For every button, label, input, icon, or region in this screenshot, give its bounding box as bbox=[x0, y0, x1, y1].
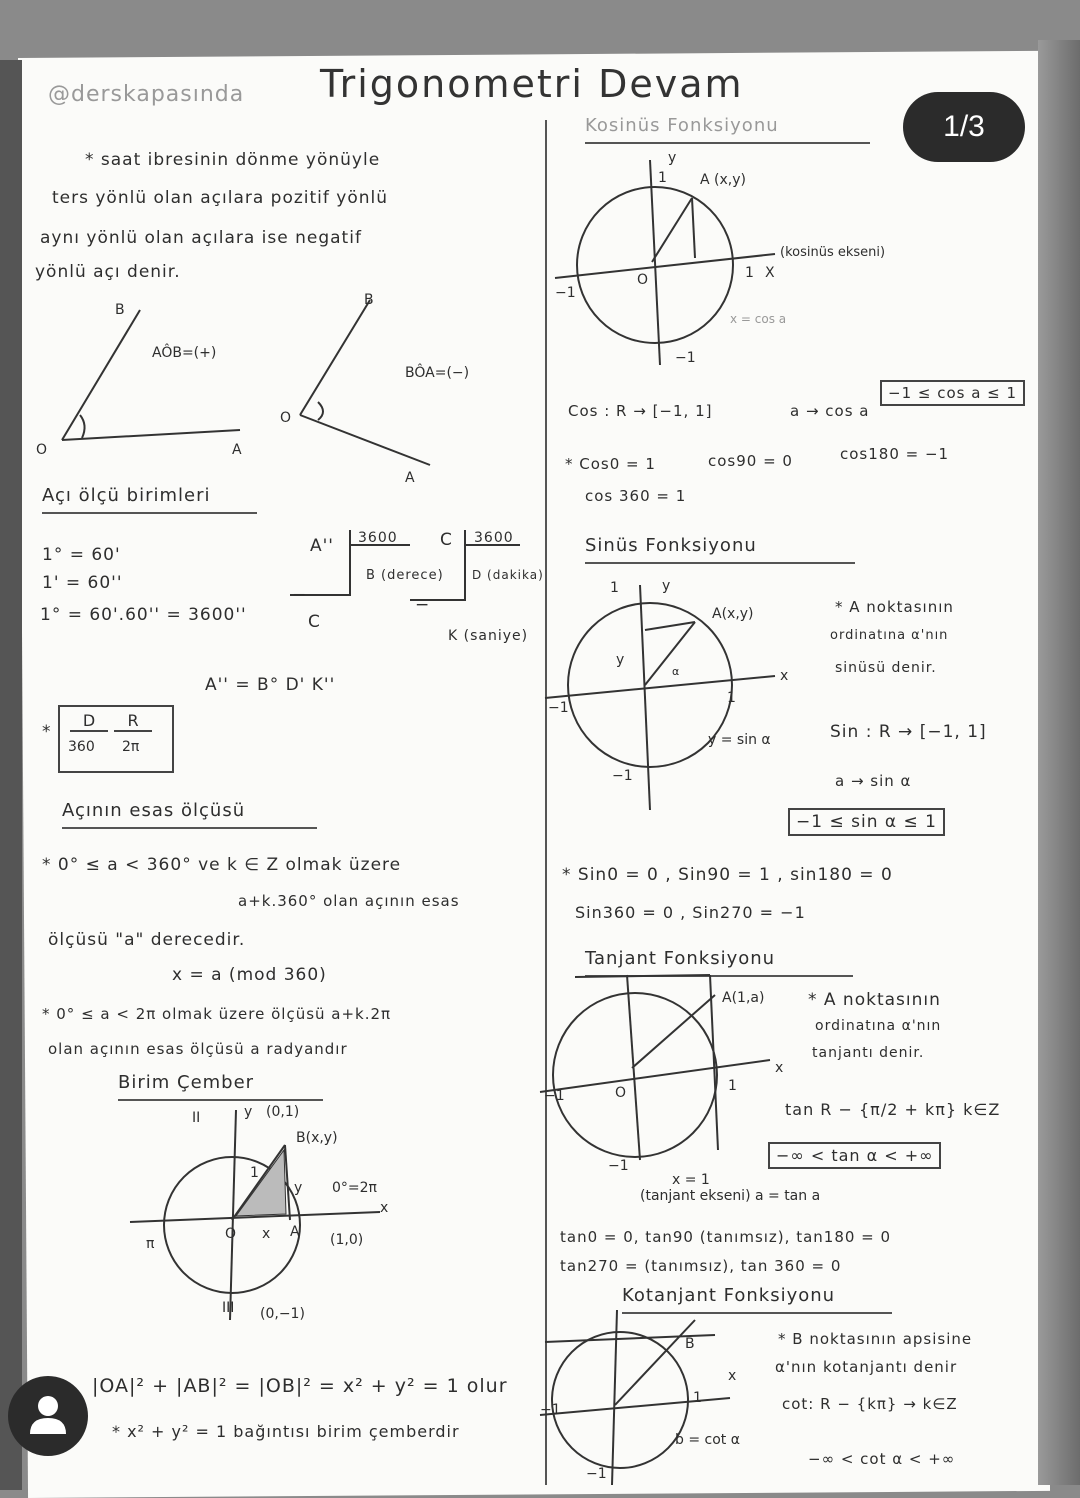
point-b-label: B bbox=[364, 292, 374, 308]
cotangent-domain: cot: R − {kπ} → k∈Z bbox=[782, 1395, 958, 1413]
page-title: Trigonometri Devam bbox=[320, 62, 744, 106]
sine-equation: y = sin α bbox=[708, 732, 771, 748]
point-o-label: O bbox=[36, 442, 48, 458]
tick-label: −1 bbox=[544, 1088, 565, 1104]
division-divisor: 3600 bbox=[474, 530, 514, 546]
division-quotient: D (dakika) bbox=[472, 568, 544, 582]
tangent-axis-note: (tanjant ekseni) a = tan a bbox=[640, 1188, 821, 1204]
division-result: A'' = B° D' K'' bbox=[205, 675, 336, 695]
tangent-domain: tan R − {π/2 + kπ} k∈Z bbox=[785, 1100, 1001, 1119]
watermark: @derskapasında bbox=[48, 82, 245, 107]
section-heading-unit-circle: Birim Çember bbox=[118, 1072, 323, 1101]
section-heading-cotangent: Kotanjant Fonksiyonu bbox=[622, 1285, 892, 1314]
division-minus: − bbox=[292, 585, 308, 605]
formula-denominator: 360 bbox=[68, 739, 95, 755]
point-label: (1,0) bbox=[330, 1232, 364, 1248]
point-o-label: O bbox=[280, 410, 292, 426]
radius-label: 1 bbox=[250, 1165, 259, 1181]
intro-line: aynı yönlü olan açılara ise negatif bbox=[40, 228, 362, 248]
axis-label: x bbox=[775, 1060, 784, 1076]
division-dividend: A'' bbox=[310, 536, 334, 556]
section-heading-tangent: Tanjant Fonksiyonu bbox=[585, 948, 853, 977]
point-label: (0,1) bbox=[266, 1104, 300, 1120]
tick-label: 1 bbox=[610, 580, 619, 596]
sine-note: sinüsü denir. bbox=[835, 660, 937, 676]
pythagoras-equation: |OA|² + |AB|² = |OB|² = x² + y² = 1 olur bbox=[92, 1375, 508, 1397]
section-heading-units: Açı ölçü birimleri bbox=[42, 485, 257, 514]
text-line: x = a (mod 360) bbox=[172, 965, 327, 985]
tick-label: 1 bbox=[693, 1390, 702, 1406]
intro-line: ters yönlü olan açılara pozitif yönlü bbox=[52, 188, 389, 208]
sine-note: ordinatına α'nın bbox=[830, 628, 949, 643]
point-label: (0,−1) bbox=[260, 1306, 305, 1322]
point-label: B(x,y) bbox=[296, 1130, 338, 1146]
cosine-value: cos180 = −1 bbox=[840, 445, 950, 463]
text-line: a+k.360° olan açının esas bbox=[238, 892, 460, 910]
origin-label: O bbox=[637, 272, 649, 288]
sine-values: Sin360 = 0 , Sin270 = −1 bbox=[575, 903, 806, 922]
division-quotient: B (derece) bbox=[366, 568, 444, 583]
intro-line: * saat ibresinin dönme yönüyle bbox=[85, 150, 381, 170]
cosine-equation: x = cos a bbox=[730, 312, 787, 326]
sine-values: * Sin0 = 0 , Sin90 = 1 , sin180 = 0 bbox=[562, 865, 893, 885]
tick-label: −1 bbox=[555, 285, 576, 301]
sine-mapping: a → sin α bbox=[835, 772, 912, 790]
intro-line: yönlü açı denir. bbox=[35, 262, 181, 282]
unit-line: 1° = 60'.60'' = 3600'' bbox=[40, 605, 247, 625]
photo-edge-right bbox=[1038, 40, 1080, 1485]
text-line: olan açının esas ölçüsü a radyandır bbox=[48, 1040, 348, 1058]
quadrant-label: II bbox=[192, 1110, 201, 1126]
axis-label: X bbox=[765, 265, 775, 281]
cosine-value: * Cos0 = 1 bbox=[565, 455, 656, 473]
star-mark: * bbox=[42, 722, 52, 742]
division-remainder: C bbox=[308, 612, 321, 632]
division-divisor: 3600 bbox=[358, 530, 398, 546]
unit-line: 1' = 60'' bbox=[42, 573, 123, 593]
sine-range: −1 ≤ sin α ≤ 1 bbox=[788, 808, 945, 836]
axis-label: y bbox=[244, 1104, 253, 1120]
division-minus: − bbox=[415, 595, 431, 615]
point-label: A (x,y) bbox=[700, 172, 746, 188]
axis-label: x bbox=[728, 1368, 737, 1384]
tick-label: −1 bbox=[608, 1158, 629, 1174]
formula-numerator: D bbox=[70, 711, 108, 732]
tick-label: −1 bbox=[612, 768, 633, 784]
cotangent-note: * B noktasının apsisine bbox=[778, 1330, 973, 1348]
origin-label: O bbox=[615, 1085, 627, 1101]
degree-radian-formula bbox=[58, 705, 174, 773]
tangent-values: tan270 = (tanımsız), tan 360 = 0 bbox=[560, 1257, 842, 1275]
tick-label: 1 bbox=[658, 170, 667, 186]
cotangent-equation: b = cot α bbox=[675, 1432, 740, 1448]
angle-boa-label: BÔA=(−) bbox=[405, 365, 470, 381]
point-a-label: A bbox=[232, 442, 242, 458]
point-label: B bbox=[685, 1336, 695, 1352]
angle-label: α bbox=[672, 665, 680, 678]
point-a-label: A bbox=[405, 470, 415, 486]
tick-label: −1 bbox=[675, 350, 696, 366]
user-icon bbox=[8, 1376, 88, 1456]
angle-aob-label: AÔB=(+) bbox=[152, 345, 217, 361]
tangent-note: tanjantı denir. bbox=[812, 1045, 925, 1061]
segment-label: y bbox=[616, 652, 625, 668]
division-remainder: K (saniye) bbox=[448, 628, 529, 644]
unit-line: 1° = 60' bbox=[42, 545, 121, 565]
segment-label: y bbox=[294, 1180, 303, 1196]
formula-denominator: 2π bbox=[122, 739, 140, 755]
section-heading-sine: Sinüs Fonksiyonu bbox=[585, 535, 855, 564]
tangent-note: * A noktasının bbox=[808, 990, 941, 1010]
cosine-mapping: a → cos a bbox=[790, 402, 870, 420]
cosine-value: cos 360 = 1 bbox=[585, 487, 687, 505]
cotangent-range: −∞ < cot α < +∞ bbox=[808, 1450, 956, 1468]
cotangent-note: α'nın kotanjantı denir bbox=[775, 1358, 958, 1376]
segment-label: x bbox=[262, 1226, 271, 1242]
tangent-note: ordinatına α'nın bbox=[815, 1018, 942, 1034]
user-avatar-button[interactable] bbox=[8, 1376, 88, 1456]
axis-label: x bbox=[780, 668, 789, 684]
tick-label: 1 bbox=[728, 1078, 737, 1094]
tangent-line-equation: x = 1 bbox=[672, 1172, 710, 1188]
division-dividend: C bbox=[440, 530, 453, 550]
text-line: * 0° ≤ a < 360° ve k ∈ Z olmak üzere bbox=[42, 855, 402, 875]
axis-label: x bbox=[380, 1200, 389, 1216]
cotangent-circle-diagram bbox=[0, 0, 1, 1]
tick-label: −1 bbox=[586, 1466, 607, 1482]
point-b-label: B bbox=[115, 302, 125, 318]
axis-annotation: (kosinüs ekseni) bbox=[780, 245, 886, 260]
point-label: A bbox=[290, 1224, 300, 1240]
tick-label: −1 bbox=[540, 1402, 561, 1418]
axis-label: y bbox=[668, 150, 677, 166]
formula-numerator: R bbox=[114, 711, 152, 732]
point-label: A(x,y) bbox=[712, 606, 754, 622]
text-line: ölçüsü "a" derecedir. bbox=[48, 930, 246, 950]
quadrant-label: III bbox=[222, 1300, 235, 1316]
axis-label: y bbox=[662, 578, 671, 594]
sine-note: * A noktasının bbox=[835, 598, 954, 616]
tick-label: 1 bbox=[727, 690, 736, 706]
point-label: A(1,a) bbox=[722, 990, 765, 1006]
cosine-range: −1 ≤ cos a ≤ 1 bbox=[880, 380, 1025, 406]
unit-circle-note: * x² + y² = 1 bağıntısı birim çemberdir bbox=[112, 1422, 460, 1441]
section-heading-principal-measure: Açının esas ölçüsü bbox=[62, 800, 317, 829]
tick-label: −1 bbox=[548, 700, 569, 716]
tick-label: 1 bbox=[745, 265, 754, 281]
origin-label: O bbox=[225, 1226, 237, 1242]
page-badge: 1/3 bbox=[903, 92, 1025, 162]
column-divider bbox=[545, 120, 547, 1485]
text-line: * 0° ≤ a < 2π olmak üzere ölçüsü a+k.2π bbox=[42, 1005, 392, 1023]
section-heading-cosine: Kosinüs Fonksiyonu bbox=[585, 115, 870, 144]
sine-domain: Sin : R → [−1, 1] bbox=[830, 722, 987, 742]
tangent-range: −∞ < tan α < +∞ bbox=[768, 1142, 941, 1169]
cosine-value: cos90 = 0 bbox=[708, 452, 793, 470]
angle-label: 0°=2π bbox=[332, 1180, 377, 1196]
tangent-values: tan0 = 0, tan90 (tanımsız), tan180 = 0 bbox=[560, 1228, 892, 1246]
photo-edge-left bbox=[0, 60, 22, 1490]
angle-label: π bbox=[146, 1236, 155, 1252]
cosine-domain: Cos : R → [−1, 1] bbox=[568, 402, 713, 420]
